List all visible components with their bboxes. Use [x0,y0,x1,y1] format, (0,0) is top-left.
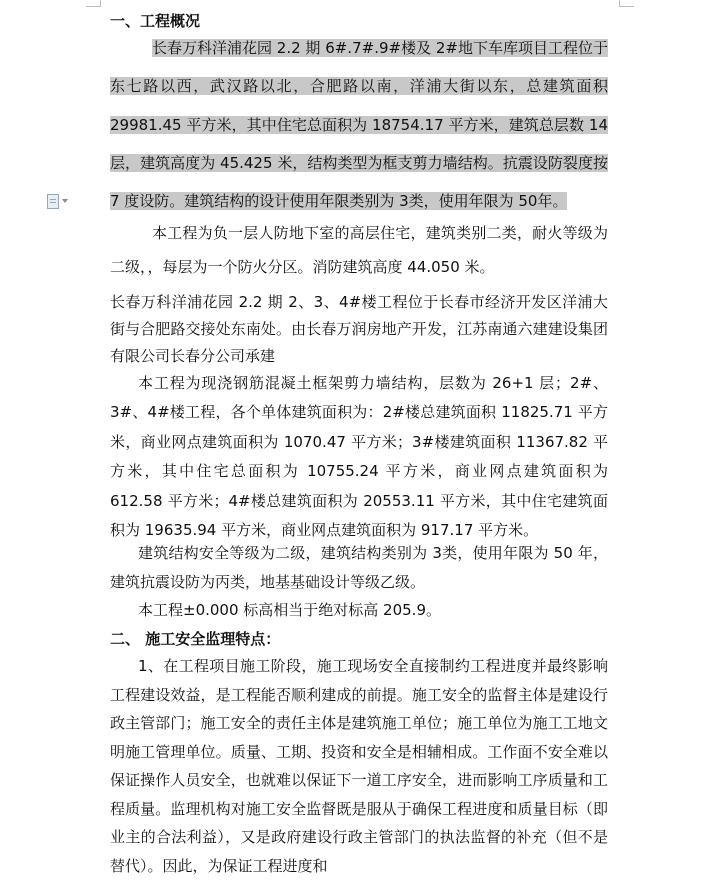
paragraph-elevation: 本工程±0.000 标高相当于绝对标高 205.9。 [138,601,441,619]
selected-text: 长春万科洋浦花园 2.2 期 6#.7#.9#楼及 2#地下车库项目工程位于东七路以西，武汉路以北，合肥路以南，洋浦大街以东，总建筑面积 29981.45 平方米，其中住宅总面积为 18754.17 平方米，建筑总层数 14 层，建筑高度为 45.425 米，结构类型为框支剪力墙结构。抗震设防裂度按 7 度设防。建筑结构的设计使用年限类别为 3类，使用年限为 50年。 [110,39,608,211]
paragraph-building-class: 本工程为负一层人防地下室的高层住宅，建筑类别二类，耐火等级为二级，，每层为一个防火分区。消防建筑高度 44.050 米。 [110,224,608,277]
paragraph-safety-grade: 建筑结构安全等级为二级，建筑结构类别为 3类，使用年限为 50 年，建筑抗震设防为丙类，地基基础设计等级乙级。 [110,544,608,592]
paragraph-safety-supervision: 1、在工程项目施工阶段，施工现场安全直接制约工程进度并最终影响工程建设效益，是工程能否顺利建成的前提。施工安全的监督主体是建设行政主管部门；施工安全的责任主体是建筑施工单位；施工单位为施工工地文明施工管理单位。质量、工期、投资和安全是相辅相成。工作面不安全难以保证操作人员安全，也就难以保证下一道工序安全，进而影响工序质量和工程质量。监理机构对施工安全监督既是服从于确保工程进度和质量目标（即业主的合法利益），又是政府建设行政主管部门的执法监督的补充（但不是替代）。因此，为保证工程进度和 [110,657,608,875]
section-heading-overview: 一、工程概况 [110,12,201,30]
document-icon [47,194,59,209]
paragraph-options-button[interactable] [47,193,77,209]
page-corner-mark-left [86,0,101,7]
paragraph-structure-areas: 本工程为现浇钢筋混凝土框架剪力墙结构，层数为 26+1 层；2#、3#、4#楼工程，各个单体建筑面积为：2#楼总建筑面积 11825.71 平方米，商业网点建筑面积为 1070.47 平方米；3#楼建筑面积 11367.82 平方米，其中住宅总面积为 10755.24 平方米，商业网点建筑面积为 612.58 平方米；4#楼总建筑面积为 20553.11 平方米，其中住宅建筑面积为 19635.94 平方米，商业网点建筑面积为 917.17 平方米。 [110,374,608,540]
paragraph-location: 长春万科洋浦花园 2.2 期 2、3、4#楼工程位于长春市经济开发区洋浦大街与合肥路交接处东南处。由长春万润房地产开发，江苏南通六建建设集团有限公司长春分公司承建 [110,293,608,365]
page-corner-mark-right [619,0,634,7]
chevron-down-icon [62,199,68,203]
paragraph-project-overview[interactable] [110,29,608,220]
section-heading-safety-supervision: 二、 施工安全监理特点： [110,630,281,648]
